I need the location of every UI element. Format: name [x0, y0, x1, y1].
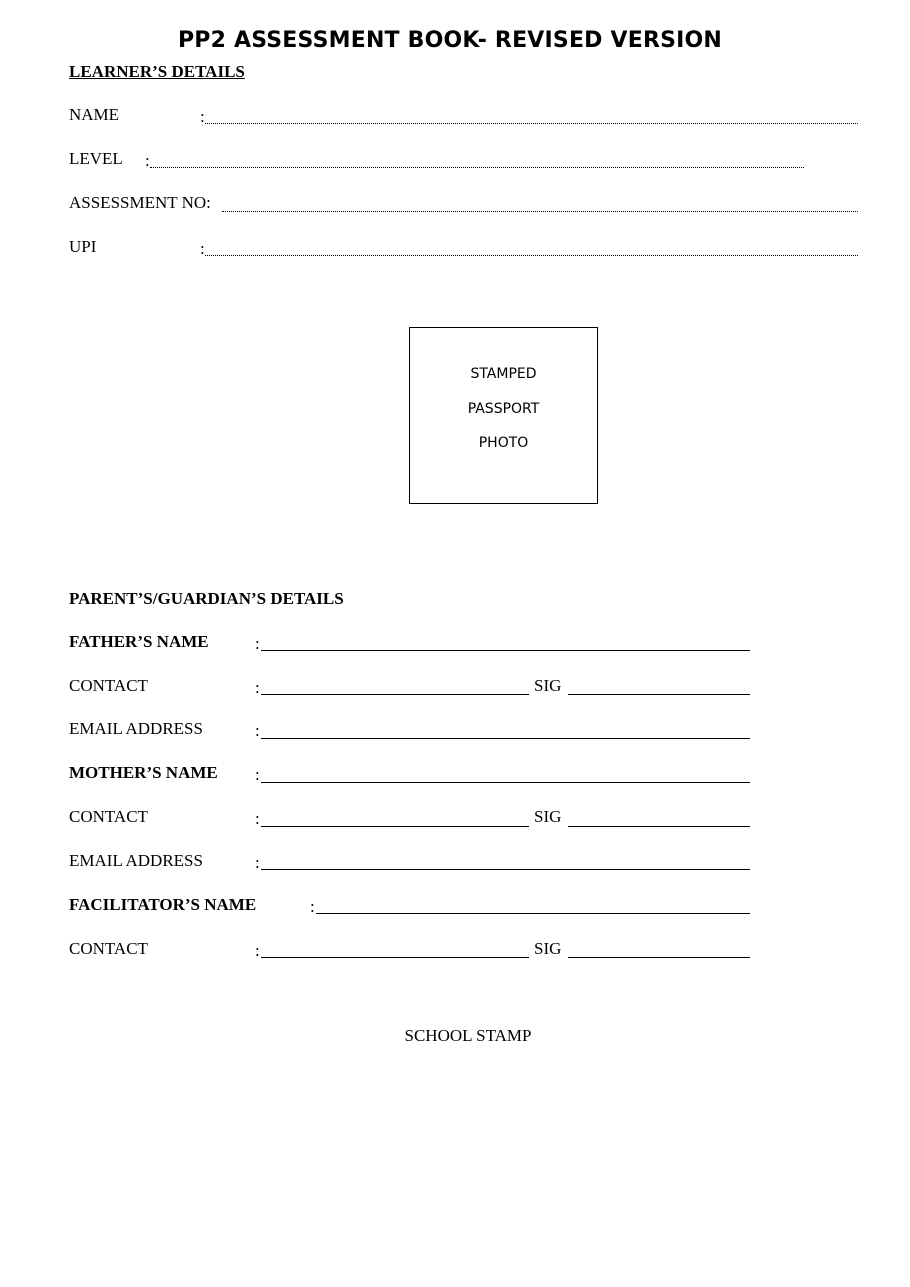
parent-details-heading: PARENT’S/GUARDIAN’S DETAILS	[69, 589, 344, 608]
father-contact-colon: :	[255, 678, 260, 697]
upi-colon: :	[200, 239, 205, 258]
photo-box-line-stamped: STAMPED	[470, 366, 537, 382]
mother-email-label: EMAIL ADDRESS	[69, 851, 203, 870]
mother-sig-label: SIG	[534, 807, 562, 826]
facilitator-sig-field[interactable]	[568, 957, 750, 958]
level-label: LEVEL	[69, 149, 123, 168]
mother-contact-label: CONTACT	[69, 807, 148, 826]
document-title: PP2 ASSESSMENT BOOK- REVISED VERSION	[177, 28, 723, 53]
level-colon: :	[145, 151, 150, 170]
name-label: NAME	[69, 105, 120, 124]
father-name-label: FATHER’S NAME	[69, 632, 209, 651]
facilitator-sig-label: SIG	[534, 939, 562, 958]
father-sig-label: SIG	[534, 676, 562, 695]
father-sig-field[interactable]	[568, 694, 750, 695]
assessment-no-field[interactable]	[222, 211, 858, 212]
level-field[interactable]	[150, 167, 804, 168]
school-stamp-label: SCHOOL STAMP	[404, 1026, 532, 1045]
father-name-field[interactable]	[261, 650, 750, 651]
father-name-colon: :	[255, 634, 260, 653]
mother-name-label: MOTHER’S NAME	[69, 763, 218, 782]
passport-photo-box	[409, 327, 598, 504]
father-contact-label: CONTACT	[69, 676, 148, 695]
father-email-colon: :	[255, 721, 260, 740]
assessment-no-label: ASSESSMENT NO:	[69, 193, 211, 212]
mother-name-colon: :	[255, 765, 260, 784]
mother-name-field[interactable]	[261, 782, 750, 783]
learner-details-heading: LEARNER’S DETAILS	[69, 62, 245, 81]
facilitator-contact-field[interactable]	[261, 957, 529, 958]
photo-box-line-photo: PHOTO	[478, 435, 529, 451]
father-email-label: EMAIL ADDRESS	[69, 719, 203, 738]
mother-email-field[interactable]	[261, 869, 750, 870]
facilitator-name-label: FACILITATOR’S NAME	[69, 895, 257, 914]
name-field[interactable]	[205, 123, 858, 124]
mother-contact-colon: :	[255, 809, 260, 828]
name-colon: :	[200, 107, 205, 126]
facilitator-contact-colon: :	[255, 941, 260, 960]
mother-contact-field[interactable]	[261, 826, 529, 827]
facilitator-name-field[interactable]	[316, 913, 750, 914]
mother-email-colon: :	[255, 853, 260, 872]
upi-field[interactable]	[205, 255, 858, 256]
father-contact-field[interactable]	[261, 694, 529, 695]
father-email-field[interactable]	[261, 738, 750, 739]
photo-box-line-passport: PASSPORT	[467, 401, 540, 417]
facilitator-name-colon: :	[310, 897, 315, 916]
facilitator-contact-label: CONTACT	[69, 939, 148, 958]
upi-label: UPI	[69, 237, 97, 256]
mother-sig-field[interactable]	[568, 826, 750, 827]
